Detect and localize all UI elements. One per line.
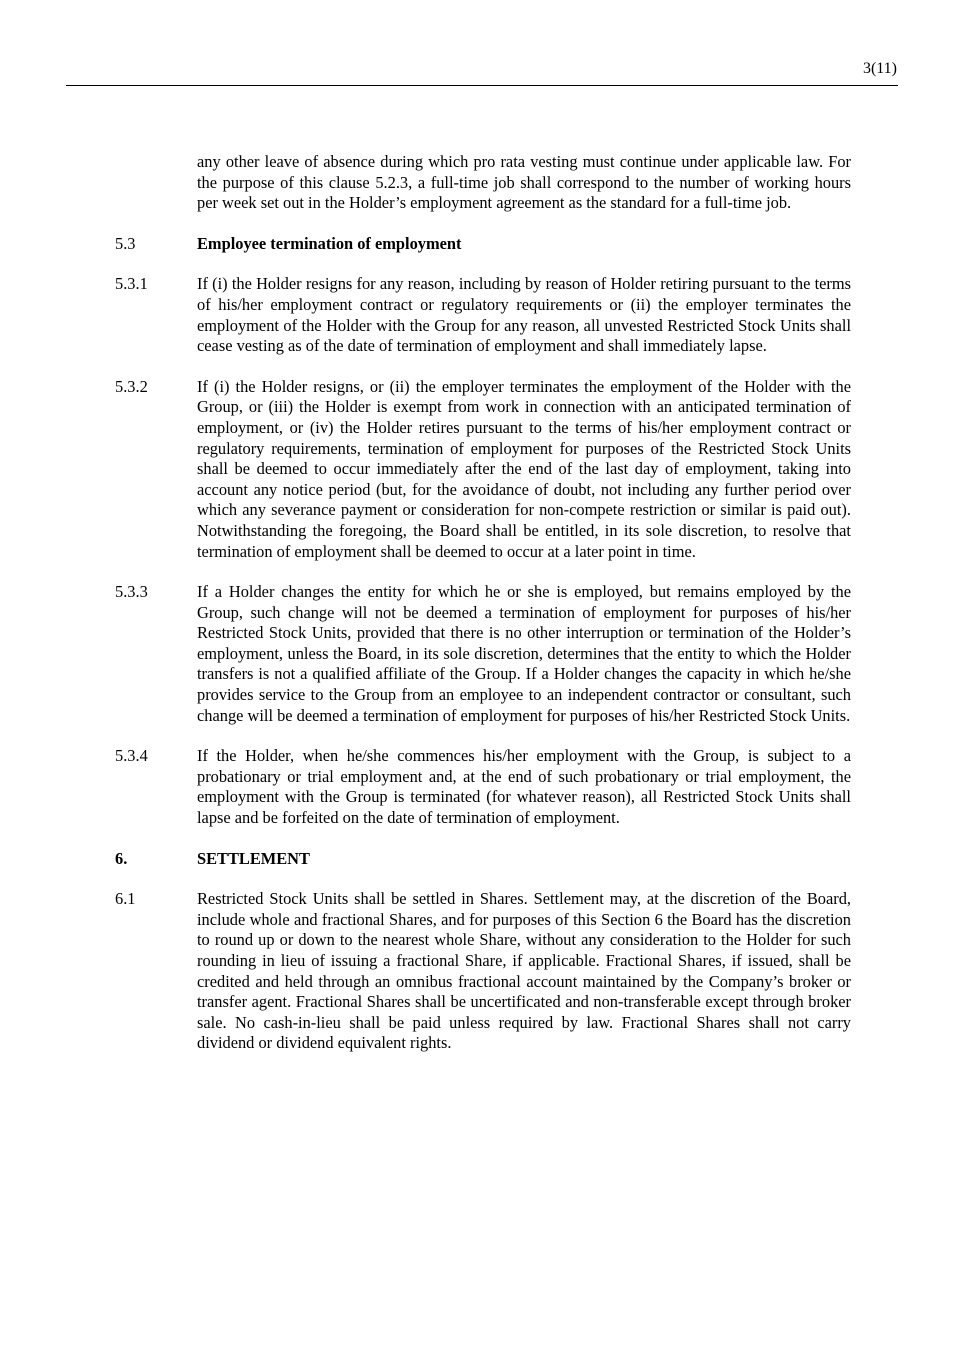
intro-paragraph: any other leave of absence during which pro rata vesting must continue under applicable law. For the purpose of this clause 5.2.3, a full-time job shall correspond to the number of working hours per week set out in the Holder’s employment agreement as the standard for a full-time job.: [197, 152, 851, 213]
clause-5-3-2: [115, 377, 851, 562]
clause-text: If the Holder, when he/she commences his/her employment with the Group, is subject to a probationary or trial employment and, at the end of such probationary or trial employment, the employment with the Group is terminated (for whatever reason), all Restricted Stock Units shall lapse and be forfeited on the date of termination of employment.: [197, 746, 851, 828]
clause-5-3-4: [115, 746, 851, 828]
section-title: Employee termination of employment: [197, 233, 462, 253]
document-body: [115, 152, 851, 1074]
clause-number: 6.1: [115, 889, 136, 909]
clause-5-3-3: [115, 582, 851, 726]
section-number: 6.: [115, 848, 128, 868]
section-number: 5.3: [115, 233, 136, 253]
section-title: SETTLEMENT: [197, 848, 310, 868]
section-heading-6: [115, 849, 851, 870]
clause-text: If a Holder changes the entity for which he or she is employed, but remains employed by the Group, such change will not be deemed a termination of employment for purposes of his/her Restricted Stock Units, provided that there is no other interruption or termination of the Holder’s employment, unless the Board, in its sole discretion, determines that the entity to which the Holder transfers is not a qualified affiliate of the Group. If a Holder changes the capacity in which he/she provides service to the Group from an employee to an independent contractor or consultant, such change will be deemed a termination of employment for purposes of his/her Restricted Stock Units.: [197, 582, 851, 725]
clause-number: 5.3.4: [115, 746, 148, 766]
clause-number: 5.3.2: [115, 376, 148, 396]
clause-text: If (i) the Holder resigns, or (ii) the employer terminates the employment of the Holder with the Group, or (iii) the Holder is exempt from work in connection with an anticipated termination of employment, or (iv) the Holder retires pursuant to the terms of his/her employment contract or regulatory requirements, termination of employment for purposes of the Restricted Stock Units shall be deemed to occur immediately after the end of the last day of employment, taking into account any notice period (but, for the avoidance of doubt, not including any further period over which any severance payment or consideration for non-compete restriction or similar is paid out). Notwithstanding the foregoing, the Board shall be entitled, in its sole discretion, to resolve that termination of employment shall be deemed to occur at a later point in time.: [197, 376, 851, 561]
page-number: 3(11): [862, 60, 897, 77]
clause-text: If (i) the Holder resigns for any reason, including by reason of Holder retiring pursuant to the terms of his/her employment contract or regulatory requirements or (ii) the employer terminates the employment of the Holder with the Group for any reason, all unvested Restricted Stock Units shall cease vesting as of the date of termination of employment and shall immediately lapse.: [197, 274, 851, 356]
clause-5-3-1: [115, 274, 851, 356]
clause-number: 5.3.1: [115, 274, 148, 294]
section-heading-5-3: [115, 234, 851, 255]
clause-text: Restricted Stock Units shall be settled in Shares. Settlement may, at the discretion of the Board, include whole and fractional Shares, and for purposes of this Section 6 the Board has the discretion to round up or down to the nearest whole Share, without any consideration to the Holder for such rounding in lieu of issuing a fractional Share, if applicable. Fractional Shares, if issued, shall be credited and held through an omnibus fractional account maintained by the Company’s broker or transfer agent. Fractional Shares shall be uncertificated and non-transferable except through broker sale. No cash-in-lieu shall be paid unless required by law. Fractional Shares shall not carry dividend or dividend equivalent rights.: [197, 889, 851, 1053]
clause-number: 5.3.3: [115, 582, 148, 602]
clause-6-1: [115, 889, 851, 1054]
header-divider: [66, 85, 898, 86]
